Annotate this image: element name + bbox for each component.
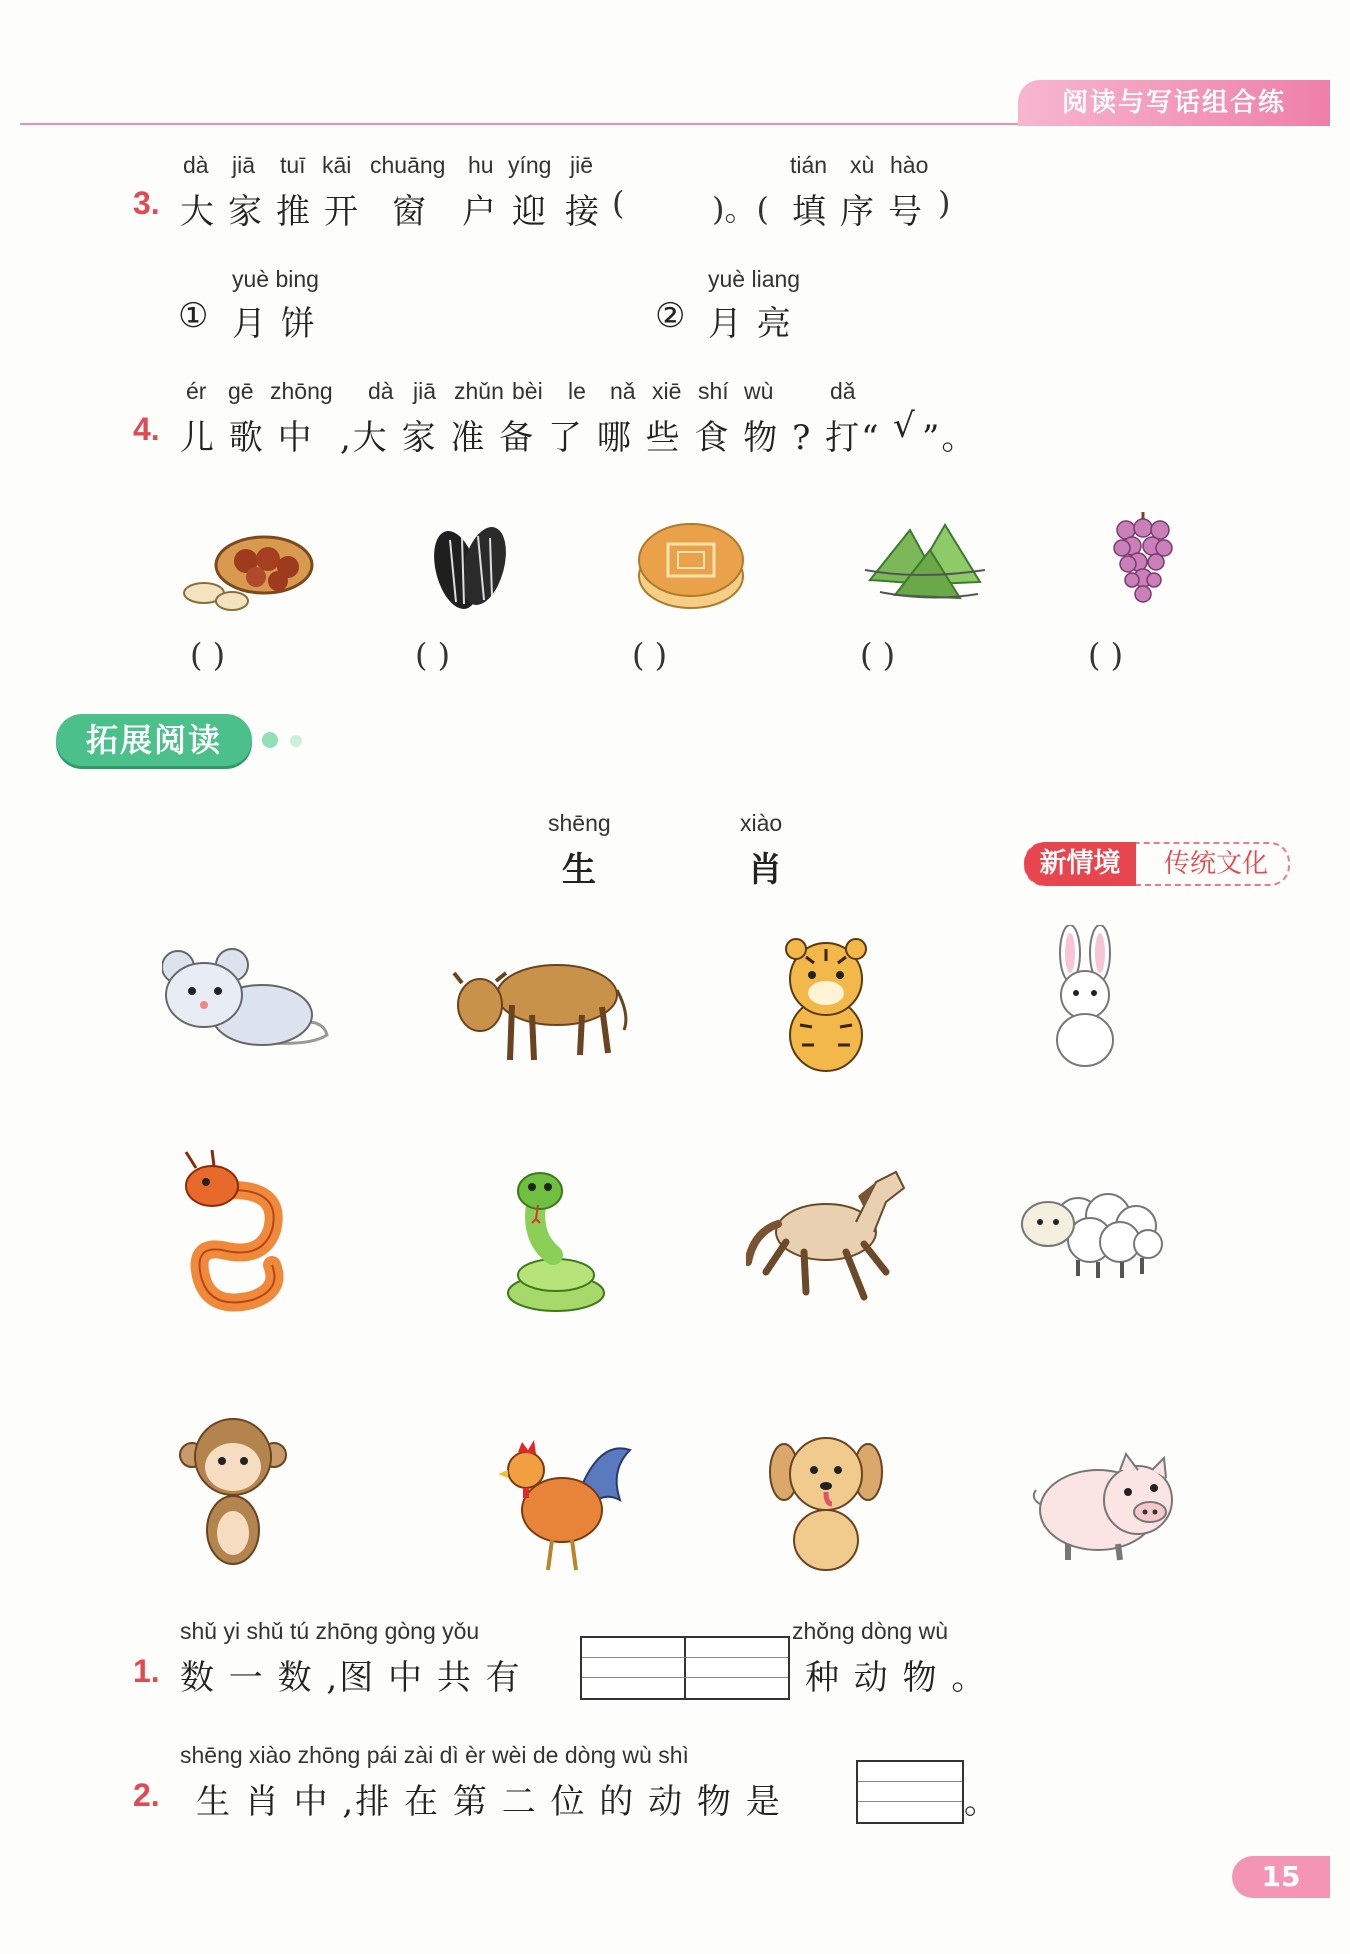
story-title-pinyin-2: xiào <box>740 810 783 836</box>
ex1-text-b: 种 动 物 。 <box>805 1658 988 1698</box>
q3-note-char-3: 号 <box>888 192 924 232</box>
q3-option2-text: 月 亮 <box>708 304 793 344</box>
ex1-text-a: 数 一 数 ,图 中 共 有 <box>180 1658 522 1698</box>
q3-char-2: 家 <box>228 192 264 232</box>
grape-icon <box>1108 508 1178 608</box>
q4-text-c: ”。 <box>922 418 978 458</box>
snake-icon <box>498 1165 608 1315</box>
food-answer-4[interactable]: ( ) <box>860 636 896 674</box>
q4-pinyin-9: nǎ <box>610 378 636 404</box>
food-answer-5[interactable]: ( ) <box>1088 636 1124 674</box>
context-badge-culture: 传统文化 <box>1163 849 1268 879</box>
q3-option1-pinyin: yuè bing <box>232 266 319 292</box>
q4-pinyin-3: zhōng <box>270 378 333 404</box>
section-dot-2 <box>290 735 302 747</box>
q4-pinyin-4: dà <box>368 378 394 404</box>
q3-char-4: 开 <box>324 192 360 232</box>
dragon-icon <box>172 1150 302 1315</box>
ox-icon <box>452 945 632 1065</box>
q4-pinyin-10: xiē <box>652 378 682 404</box>
q4-pinyin-13: dǎ <box>830 378 856 404</box>
ex2-number: 2. <box>133 1777 160 1813</box>
q3-option2-pinyin: yuè liang <box>708 266 801 292</box>
q3-note-close: ) <box>938 184 951 222</box>
ex2-pinyin: shēng xiào zhōng pái zài dì èr wèi de dòng wù shì <box>180 1742 689 1768</box>
q3-note-pinyin-2: xù <box>850 152 875 178</box>
monkey-icon <box>178 1415 288 1575</box>
q3-pinyin-1: dà <box>183 152 209 178</box>
rat-icon <box>162 945 332 1055</box>
rooster-icon <box>490 1430 640 1575</box>
q4-pinyin-12: wù <box>744 378 774 404</box>
q3-char-6: 户 <box>462 192 498 232</box>
ex2-answer-box[interactable] <box>856 1760 964 1824</box>
q3-pinyin-2: jiā <box>232 152 256 178</box>
mooncake-icon <box>636 518 746 613</box>
q3-pinyin-8: jiē <box>570 152 594 178</box>
q3-pinyin-3: tuī <box>280 152 306 178</box>
q4-pinyin-1: ér <box>186 378 207 404</box>
peanut-icon <box>176 515 316 615</box>
q3-note-char-2: 序 <box>840 192 876 232</box>
section-title: 拓展阅读 <box>56 714 252 766</box>
q3-note-pinyin-3: hào <box>890 152 929 178</box>
context-badge-new: 新情境 <box>1024 842 1136 886</box>
q3-option2-marker: ② <box>655 296 688 336</box>
food-answer-2[interactable]: ( ) <box>415 636 451 674</box>
q3-paren-close: )。( <box>712 190 769 228</box>
header-tab: 阅读与写话组合练 <box>1018 80 1330 126</box>
ex1-answer-box[interactable] <box>580 1636 790 1700</box>
ex1-pinyin-b: zhǒng dòng wù <box>792 1618 949 1644</box>
q3-pinyin-5: chuāng <box>370 152 446 178</box>
story-title-char-2: 肖 <box>748 850 784 890</box>
ex1-number: 1. <box>133 1653 160 1689</box>
q3-pinyin-6: hu <box>468 152 494 178</box>
q4-text-a: 儿 歌 中 <box>180 418 314 458</box>
q3-char-1: 大 <box>180 192 216 232</box>
ex2-end: 。 <box>964 1782 1000 1822</box>
ex2-text: 生 肖 中 ,排 在 第 二 位 的 动 物 是 <box>196 1782 782 1822</box>
zongzi-icon <box>860 510 990 610</box>
q3-paren-open: ( <box>612 184 625 222</box>
q4-text-b: ,大 家 准 备 了 哪 些 食 物 ? 打“ <box>340 418 881 458</box>
q3-option1-marker: ① <box>178 296 211 336</box>
q3-char-3: 推 <box>276 192 312 232</box>
q4-pinyin-5: jiā <box>413 378 437 404</box>
dog-icon <box>766 1430 886 1575</box>
q3-note-char-1: 填 <box>792 192 828 232</box>
q4-pinyin-6: zhǔn <box>454 378 504 404</box>
ex1-pinyin-a: shǔ yi shǔ tú zhōng gòng yǒu <box>180 1618 480 1644</box>
q4-pinyin-7: bèi <box>512 378 543 404</box>
q4-number: 4. <box>133 411 160 447</box>
q3-char-8: 接 <box>565 192 601 232</box>
food-answer-3[interactable]: ( ) <box>632 636 668 674</box>
q3-char-5: 窗 <box>392 192 428 232</box>
page-number: 15 <box>1232 1856 1330 1898</box>
q3-pinyin-4: kāi <box>322 152 352 178</box>
food-answer-1[interactable]: ( ) <box>190 636 226 674</box>
story-title-char-1: 生 <box>562 850 598 890</box>
sunflower-seed-icon <box>426 520 516 615</box>
q3-number: 3. <box>133 185 160 221</box>
tiger-icon <box>766 935 886 1075</box>
sheep-icon <box>1008 1180 1168 1280</box>
q3-char-7: 迎 <box>512 192 548 232</box>
q4-pinyin-2: gē <box>228 378 254 404</box>
q4-pinyin-8: le <box>568 378 586 404</box>
q3-option1-text: 月 饼 <box>232 304 317 344</box>
q3-note-pinyin-1: tián <box>790 152 828 178</box>
q3-pinyin-7: yíng <box>508 152 552 178</box>
check-mark-icon: √ <box>893 406 917 446</box>
horse-icon <box>746 1152 906 1307</box>
pig-icon <box>1028 1440 1188 1565</box>
story-title-pinyin-1: shēng <box>548 810 611 836</box>
section-dot-1 <box>262 732 278 748</box>
rabbit-icon <box>1040 925 1130 1070</box>
q4-pinyin-11: shí <box>698 378 729 404</box>
